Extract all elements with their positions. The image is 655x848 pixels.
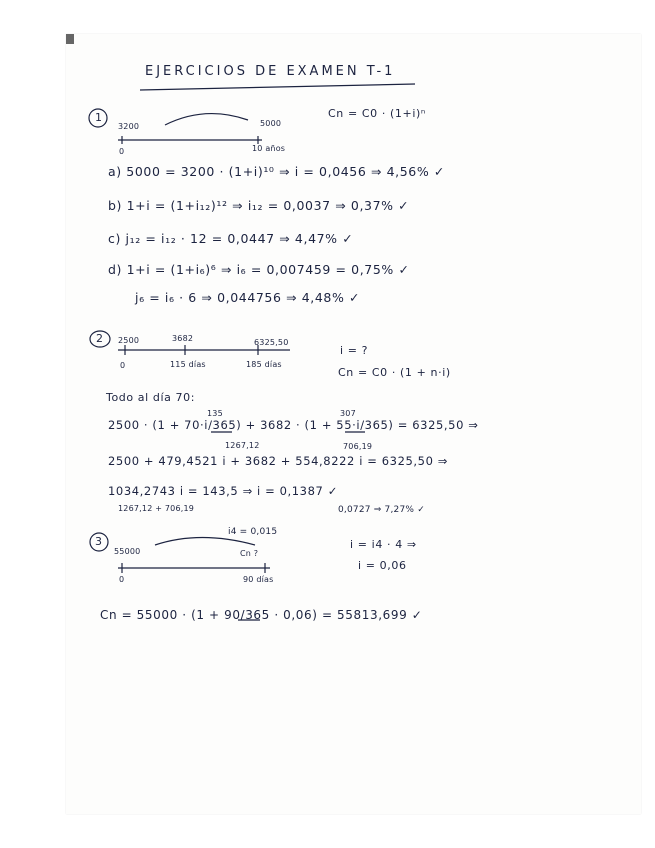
ex2-formula: Cn = C0 · (1 + n·i) (338, 366, 451, 379)
ex1-line-c: c) j₁₂ = i₁₂ · 12 = 0,0447 ⇒ 4,47% ✓ (108, 231, 354, 246)
ex1-number: 1 (95, 111, 103, 124)
ex3-rate: i4 = 0,015 (228, 527, 278, 537)
ex2-annot-307: 307 (340, 409, 356, 418)
ex1-cn: 5000 (260, 119, 282, 128)
ex3-end: 90 días (243, 575, 274, 584)
ex2-line-5: 0,0727 ⇒ 7,27% ✓ (338, 505, 425, 515)
ex3-side-1: i = 0,06 (358, 559, 407, 572)
ex2-v1: 2500 (118, 336, 140, 345)
ex1-line-b: b) 1+i = (1+i₁₂)¹² ⇒ i₁₂ = 0,0037 ⇒ 0,37% ✓ (108, 198, 410, 213)
ex1-line-d: d) 1+i = (1+i₆)⁶ ⇒ i₆ = 0,007459 = 0,75% ✓ (108, 262, 410, 277)
ex2-line-2: 2500 + 479,4521 i + 3682 + 554,8222 i = 6325,50 ⇒ (108, 454, 449, 468)
ex3-number: 3 (95, 535, 103, 548)
ex1-arc (165, 114, 248, 125)
ex3-arc (155, 538, 255, 546)
ex3-side-0: i = i4 · 4 ⇒ (350, 538, 417, 551)
ex2-question: i = ? (340, 344, 369, 357)
ex1-start: 0 (119, 147, 125, 156)
ex2-annot-135: 135 (207, 409, 223, 418)
ex2-annot-1267: 1267,12 (225, 441, 260, 450)
ex2-mid: 115 días (170, 360, 206, 369)
ex1-end: 10 años (252, 144, 286, 153)
ex2-v2: 3682 (172, 334, 194, 343)
ex2-line-0: Todo al día 70: (106, 391, 196, 404)
ex3-final: Cn = 55000 · (1 + 90/365 · 0,06) = 55813,699 ✓ (100, 608, 423, 622)
title-underline (140, 84, 415, 90)
ex1-line-a: a) 5000 = 3200 · (1+i)¹⁰ ⇒ i = 0,0456 ⇒ 4,56% ✓ (108, 164, 445, 179)
ex1-c0: 3200 (118, 122, 140, 131)
ex2-line-4: 1267,12 + 706,19 (118, 504, 195, 513)
ex1-formula: Cn = C0 · (1+i)ⁿ (328, 107, 426, 120)
ex2-v3: 6325,50 (254, 338, 289, 347)
ex3-cn: Cn ? (240, 549, 259, 558)
ex2-number: 2 (96, 332, 104, 345)
ex3-start: 0 (119, 575, 125, 584)
ex1-line-e: j₆ = i₆ · 6 ⇒ 0,044756 ⇒ 4,48% ✓ (135, 290, 361, 305)
ex3-c0: 55000 (114, 547, 141, 556)
ex2-annot-706: 706,19 (343, 442, 373, 451)
page-title: EJERCICIOS DE EXAMEN T-1 (145, 64, 396, 79)
ex2-start: 0 (120, 361, 126, 370)
ex2-end: 185 días (246, 360, 282, 369)
ex2-line-1: 2500 · (1 + 70·i/365) + 3682 · (1 + 55·i/365) = 6325,50 ⇒ (108, 418, 479, 432)
ex2-line-3: 1034,2743 i = 143,5 ⇒ i = 0,1387 ✓ (108, 484, 338, 498)
